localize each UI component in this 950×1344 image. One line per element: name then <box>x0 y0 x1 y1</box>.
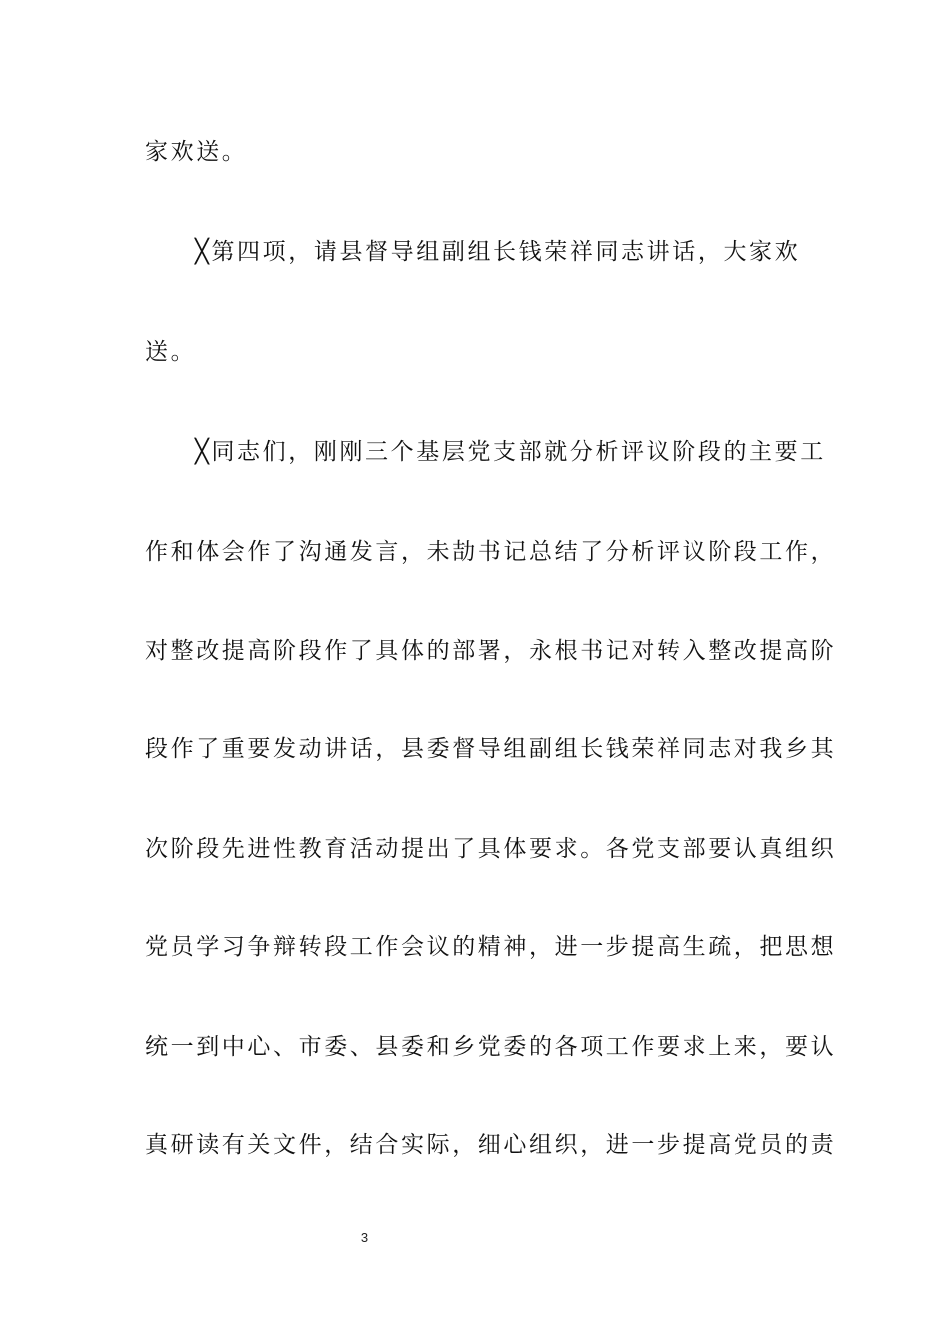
text-line: 段作了重要发动讲话，县委督导组副组长钱荣祥同志对我乡其 <box>145 736 837 762</box>
text-line: 真研读有关文件，结合实际，细心组织，进一步提高党员的责 <box>145 1132 837 1158</box>
text-line: 送。 <box>145 339 197 365</box>
text-line: 次阶段先进性教育活动提出了具体要求。各党支部要认真组织 <box>145 836 837 862</box>
text-line: ╳第四项，请县督导组副组长钱荣祥同志讲话，大家欢 <box>195 239 801 265</box>
text-line: 作和体会作了沟通发言，未劼书记总结了分析评议阶段工作， <box>145 539 837 565</box>
text-line: 党员学习争辩转段工作会议的精神，进一步提高生疏，把思想 <box>145 934 837 960</box>
text-line: 统一到中心、市委、县委和乡党委的各项工作要求上来，要认 <box>145 1034 837 1060</box>
text-line: 对整改提高阶段作了具体的部署，永根书记对转入整改提高阶 <box>145 638 837 664</box>
text-line: ╳同志们，刚刚三个基层党支部就分析评议阶段的主要工 <box>195 439 826 465</box>
text-line: 家欢送。 <box>145 139 248 165</box>
page-number: 3 <box>360 1230 369 1245</box>
